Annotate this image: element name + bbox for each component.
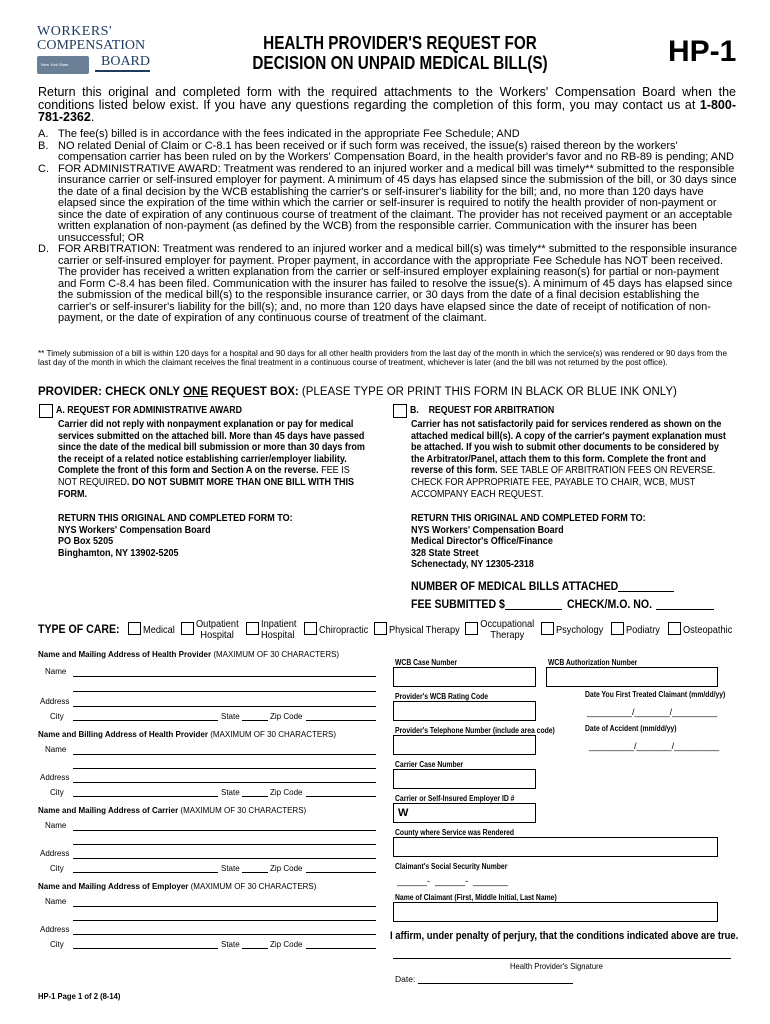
employer-zip-label: Zip Code bbox=[270, 940, 303, 949]
provider-check-instruction bbox=[38, 386, 677, 398]
date-label: Date: bbox=[395, 974, 416, 984]
care-chiropractic-checkbox[interactable] bbox=[304, 622, 317, 635]
hp-state-input[interactable] bbox=[242, 720, 268, 721]
wcb-logo bbox=[37, 24, 155, 76]
rating-code-label: Provider's WCB Rating Code bbox=[395, 692, 489, 701]
care-chiropractic-label: Chiropractic bbox=[319, 624, 369, 636]
employer-name-input[interactable] bbox=[73, 906, 376, 907]
form-id: HP-1 bbox=[668, 35, 737, 68]
request-b-return bbox=[411, 513, 646, 571]
employer-name-label: Name bbox=[45, 897, 67, 906]
carrier-zip-label: Zip Code bbox=[270, 864, 303, 873]
request-a-body-text: Carrier did not reply with nonpayment explanation or pay for medical services submitted on the attached bill. More than 45 days have passed since the date of the medical bill submission or more than 30 days from the receipt of a related notice establishing carrier/employer liability. Complete the front of this form and Section A on the reverse. bbox=[58, 419, 365, 477]
provider-check-middle: REQUEST BOX: bbox=[207, 386, 302, 398]
request-a-addr1: NYS Workers' Compensation Board bbox=[58, 524, 211, 536]
telephone-label: Provider's Telephone Number (include area code) bbox=[395, 726, 555, 735]
employer-state-label: State bbox=[221, 940, 240, 949]
request-b-addr2: Medical Director's Office/Finance bbox=[411, 536, 553, 548]
check-mo-label: CHECK/M.O. NO. bbox=[567, 597, 653, 611]
carrier-zip-input[interactable] bbox=[306, 872, 376, 873]
date-first-treated-label: Date You First Treated Claimant (mm/dd/yy) bbox=[585, 690, 726, 699]
request-a-checkbox[interactable] bbox=[39, 404, 53, 418]
care-podiatry-label: Podiatry bbox=[626, 624, 660, 636]
date-accident-input[interactable]: _________/_______/_________ bbox=[589, 741, 720, 751]
claimant-name-label: Name of Claimant (First, Middle Initial, Last Name) bbox=[395, 893, 557, 902]
ssn-input[interactable]: ______- ______- _______ bbox=[397, 876, 509, 886]
hp-name-input[interactable] bbox=[73, 676, 376, 677]
care-podiatry-checkbox[interactable] bbox=[611, 622, 624, 635]
care-occupational-therapy-label: Occupational Therapy bbox=[480, 618, 535, 641]
logo-line3: BOARD bbox=[95, 54, 150, 72]
care-medical-label: Medical bbox=[143, 624, 175, 636]
carrier-id-input[interactable] bbox=[393, 803, 536, 823]
fee-submitted-label: FEE SUBMITTED $ bbox=[411, 597, 505, 611]
max-chars-note: (MAXIMUM OF 30 CHARACTERS) bbox=[213, 650, 340, 659]
carrier-heading bbox=[38, 806, 306, 815]
provider-check-suffix: (PLEASE TYPE OR PRINT THIS FORM IN BLACK OR BLUE INK ONLY) bbox=[301, 386, 677, 398]
request-b-checkbox[interactable] bbox=[393, 404, 407, 418]
conditions-list bbox=[38, 129, 738, 325]
logo-line2: COMPENSATION bbox=[37, 38, 146, 53]
request-a-addr2: PO Box 5205 bbox=[58, 536, 114, 548]
request-a-return-to: RETURN THIS ORIGINAL AND COMPLETED FORM TO: bbox=[58, 513, 293, 524]
employer-state-input[interactable] bbox=[242, 948, 268, 949]
wcb-case-label: WCB Case Number bbox=[395, 658, 457, 667]
care-osteopathic-label: Osteopathic bbox=[683, 624, 733, 636]
hp-address-input[interactable] bbox=[73, 706, 376, 707]
bills-attached-input[interactable] bbox=[618, 591, 674, 592]
employer-city-input[interactable] bbox=[73, 948, 218, 949]
wcb-auth-input[interactable] bbox=[546, 667, 718, 687]
page-footer: HP-1 Page 1 of 2 (8-14) bbox=[38, 991, 121, 1001]
intro-period: . bbox=[90, 110, 95, 124]
carrier-state-label: State bbox=[221, 864, 240, 873]
care-inpatient-label: Inpatient Hospital bbox=[261, 618, 297, 641]
carrier-state-input[interactable] bbox=[242, 872, 268, 873]
condition-text: FOR ADMINISTRATIVE AWARD: Treatment was rendered to an injured worker and a medical bill was timely** submitted to the responsible insurance carrier or self-insured employer for payment. A minimum of 45 days has elapsed since the submission of the bill, or 30 days since the date of a final decision by the WCB establishing the carrier's or self-insurer's liability for the bill; and, no more than 120 days have elapsed since the expiration of the time within which the carrier or self-insurer is required to notify the health provider of non-payment or since the date of expiration of any continuous course of treatment of the claimant. The provider has not received payment or an acceptable written explanation of non-payment (as defined by the WCB) from the responsible carrier. Communication with the insurer has been unsuccessful; OR bbox=[58, 162, 737, 244]
date-accident-label: Date of Accident (mm/dd/yy) bbox=[585, 724, 677, 733]
request-b-body-text: Carrier has not satisfactorily paid for services rendered as shown on the attached medical bill(s). A copy of the carrier's payment explanation must be attached. If you wish to submit other documents to be considered by the Arbitrator/Panel, attach them to this form. Complete the front and reverse of this form. bbox=[411, 419, 726, 477]
billing-zip-label: Zip Code bbox=[270, 788, 303, 797]
care-outpatient-label: Outpatient Hospital bbox=[196, 618, 239, 641]
carrier-case-label: Carrier Case Number bbox=[395, 760, 464, 769]
condition-letter: A. bbox=[38, 128, 49, 140]
billing-state-input[interactable] bbox=[242, 796, 268, 797]
condition-text: FOR ARBITRATION: Treatment was rendered to an injured worker and a medical bill(s) was timely** submitted to the responsible insurance carrier or self-insured employer for payment. Proper payment, in accordance with the appropriate Fee Schedule has NOT been received. The provider has received a written explanation from the carrier or self-insured employer explaining reason(s) for partial or non-payment and Form C-8.4 has been filed. Communication with the insurer has failed to resolve the issue(s). A minimum of 45 days has elapsed since the submission of the medical bill(s) to the responsible insurance carrier, or 30 days from the date of a final decision establishing the carrier's or self-insurer's liability for the bill(s); and, no more than 120 days have elapsed since the date of receipt of notification of non-payment, or the date of expiration of any continuous course of treatment of the claimant. bbox=[58, 243, 738, 324]
billing-address-label: Address bbox=[40, 773, 70, 782]
carrier-city-label: City bbox=[50, 864, 64, 873]
care-psychology-checkbox[interactable] bbox=[541, 622, 554, 635]
logo-state-shape bbox=[37, 56, 89, 74]
condition-letter: D. bbox=[38, 243, 49, 255]
request-a-fee-note: FEE IS NOT REQUIRED bbox=[58, 465, 350, 488]
request-b-addr1: NYS Workers' Compensation Board bbox=[411, 524, 564, 536]
billing-state-label: State bbox=[221, 788, 240, 797]
county-label: County where Service was Rendered bbox=[395, 828, 515, 837]
request-b-body bbox=[411, 419, 732, 500]
provider-check-one: ONE bbox=[183, 386, 208, 398]
check-mo-input[interactable] bbox=[656, 609, 714, 610]
carrier-case-input[interactable] bbox=[393, 769, 536, 789]
care-outpatient-checkbox[interactable] bbox=[181, 622, 194, 635]
affirm-statement: I affirm, under penalty of perjury, that the conditions indicated above are true. bbox=[390, 930, 739, 942]
type-of-care-label: TYPE OF CARE: bbox=[38, 622, 120, 636]
care-occupational-therapy-checkbox[interactable] bbox=[465, 622, 478, 635]
condition-text: The fee(s) billed is in accordance with the fees indicated in the appropriate Fee Schedule; AND bbox=[58, 128, 520, 140]
max-chars-note: (MAXIMUM OF 30 CHARACTERS) bbox=[180, 806, 307, 815]
care-medical-checkbox[interactable] bbox=[128, 622, 141, 635]
request-b-addr3: 328 State Street bbox=[411, 547, 479, 559]
condition-b bbox=[38, 141, 738, 164]
condition-c bbox=[38, 164, 738, 245]
bills-attached-label: NUMBER OF MEDICAL BILLS ATTACHED bbox=[411, 579, 619, 593]
condition-a bbox=[38, 129, 738, 141]
wcb-case-input[interactable] bbox=[393, 667, 536, 687]
carrier-address-label: Address bbox=[40, 849, 70, 858]
care-inpatient-checkbox[interactable] bbox=[246, 622, 259, 635]
employer-heading bbox=[38, 882, 316, 891]
ssn-label: Claimant's Social Security Number bbox=[395, 862, 508, 871]
carrier-heading-text: Name and Mailing Address of Carrier bbox=[38, 806, 179, 815]
request-b-return-to: RETURN THIS ORIGINAL AND COMPLETED FORM TO: bbox=[411, 513, 646, 524]
fee-submitted-input[interactable] bbox=[505, 609, 562, 610]
employer-address-input[interactable] bbox=[73, 934, 376, 935]
max-chars-note: (MAXIMUM OF 30 CHARACTERS) bbox=[210, 730, 336, 739]
hp-billing-heading-text: Name and Billing Address of Health Provider bbox=[38, 730, 208, 739]
carrier-name-label: Name bbox=[45, 821, 67, 830]
request-b-addr4: Schenectady, NY 12305-2318 bbox=[411, 559, 534, 571]
hp-address-line1[interactable] bbox=[73, 691, 376, 692]
provider-check-prefix: PROVIDER: CHECK ONLY bbox=[38, 386, 184, 398]
request-b-fee-note: SEE TABLE OF ARBITRATION FEES ON REVERSE. CHECK FOR APPROPRIATE FEE, PAYABLE TO CHAIR, WCB, MUST ACCOMPANY EACH REQUEST. bbox=[411, 465, 716, 500]
claimant-name-input[interactable] bbox=[393, 902, 718, 922]
carrier-address-input[interactable] bbox=[73, 858, 376, 859]
request-a-body bbox=[58, 419, 365, 500]
request-a-addr3: Binghamton, NY 13902-5205 bbox=[58, 547, 179, 559]
county-input[interactable] bbox=[393, 837, 718, 857]
condition-letter: B. bbox=[38, 139, 49, 152]
request-a-heading: A. REQUEST FOR ADMINISTRATIVE AWARD bbox=[56, 405, 242, 416]
hp-city-label: City bbox=[50, 712, 64, 721]
title-line2: DECISION ON UNPAID MEDICAL BILL(S) bbox=[252, 53, 548, 73]
billing-zip-input[interactable] bbox=[306, 796, 376, 797]
signature-label: Health Provider's Signature bbox=[510, 961, 603, 971]
date-input[interactable] bbox=[418, 983, 573, 984]
intro-paragraph bbox=[38, 86, 736, 124]
billing-address-line1[interactable] bbox=[73, 768, 376, 769]
request-b-heading: B. REQUEST FOR ARBITRATION bbox=[410, 405, 555, 416]
billing-city-input[interactable] bbox=[73, 796, 218, 797]
telephone-input[interactable] bbox=[393, 735, 536, 755]
request-a-fee-note2: . DO NOT SUBMIT MORE THAN ONE BILL WITH THIS FORM. bbox=[58, 476, 354, 500]
employer-heading-text: Name and Mailing Address of Employer bbox=[38, 882, 189, 891]
condition-d bbox=[38, 244, 738, 325]
employer-city-label: City bbox=[50, 940, 64, 949]
title-line1: HEALTH PROVIDER'S REQUEST FOR bbox=[263, 33, 537, 53]
date-first-treated-input[interactable]: _________/_______/_________ bbox=[587, 707, 718, 717]
carrier-address-line1[interactable] bbox=[73, 844, 376, 845]
carrier-id-label: Carrier or Self-Insured Employer ID # bbox=[395, 794, 515, 803]
employer-address-line1[interactable] bbox=[73, 920, 376, 921]
request-a-return bbox=[58, 513, 293, 559]
billing-name-input[interactable] bbox=[73, 754, 376, 755]
carrier-name-input[interactable] bbox=[73, 830, 376, 831]
employer-zip-input[interactable] bbox=[306, 948, 376, 949]
wcb-auth-label: WCB Authorization Number bbox=[548, 658, 638, 667]
carrier-id-prefix: W bbox=[398, 807, 409, 819]
condition-letter: C. bbox=[38, 162, 49, 175]
form-title bbox=[200, 33, 600, 73]
footnote: ** Timely submission of a bill is within 120 days for a hospital and 90 days for all other health providers from the last day of the month in which the service(s) was rendered or 90 days from the last day of the month in which the claimant receives the final treatment in a continuous course of treatment, whichever is later (and the bill was not returned by the post office). bbox=[38, 349, 727, 367]
hp-address-label: Address bbox=[40, 697, 70, 706]
care-osteopathic-checkbox[interactable] bbox=[668, 622, 681, 635]
hp-state-label: State bbox=[221, 712, 240, 721]
hp-mailing-heading bbox=[38, 650, 339, 659]
billing-address-input[interactable] bbox=[73, 782, 376, 783]
billing-city-label: City bbox=[50, 788, 64, 797]
hp-city-input[interactable] bbox=[73, 720, 218, 721]
logo-subtitle: New York State bbox=[41, 62, 69, 67]
intro-phone: 1-800-781-2362 bbox=[38, 97, 736, 124]
employer-address-label: Address bbox=[40, 925, 70, 934]
care-psychology-label: Psychology bbox=[556, 624, 604, 636]
hp-billing-heading bbox=[38, 730, 336, 739]
hp-mailing-heading-text: Name and Mailing Address of Health Provider bbox=[38, 650, 212, 659]
max-chars-note: (MAXIMUM OF 30 CHARACTERS) bbox=[190, 882, 317, 891]
signature-line[interactable] bbox=[393, 958, 731, 959]
hp-zip-label: Zip Code bbox=[270, 712, 303, 721]
billing-name-label: Name bbox=[45, 745, 67, 754]
rating-code-input[interactable] bbox=[393, 701, 536, 721]
hp-name-label: Name bbox=[45, 667, 67, 676]
care-physical-therapy-label: Physical Therapy bbox=[389, 624, 460, 636]
logo-line1: WORKERS' bbox=[37, 24, 112, 39]
carrier-city-input[interactable] bbox=[73, 872, 218, 873]
care-physical-therapy-checkbox[interactable] bbox=[374, 622, 387, 635]
condition-text: NO related Denial of Claim or C-8.1 has been received or if such form was received, the issue(s) raised thereon by the workers' compensation carrier has been ruled on by the Workers' Compensation Board, in the health provider's favor and no RB-89 is pending; AND bbox=[58, 139, 734, 163]
hp-zip-input[interactable] bbox=[306, 720, 376, 721]
intro-text: Return this original and completed form with the required attachments to the Workers' Compensation Board when the conditions listed below exist. If you have any questions regarding the completion of this form, you may contact us at bbox=[38, 85, 736, 112]
